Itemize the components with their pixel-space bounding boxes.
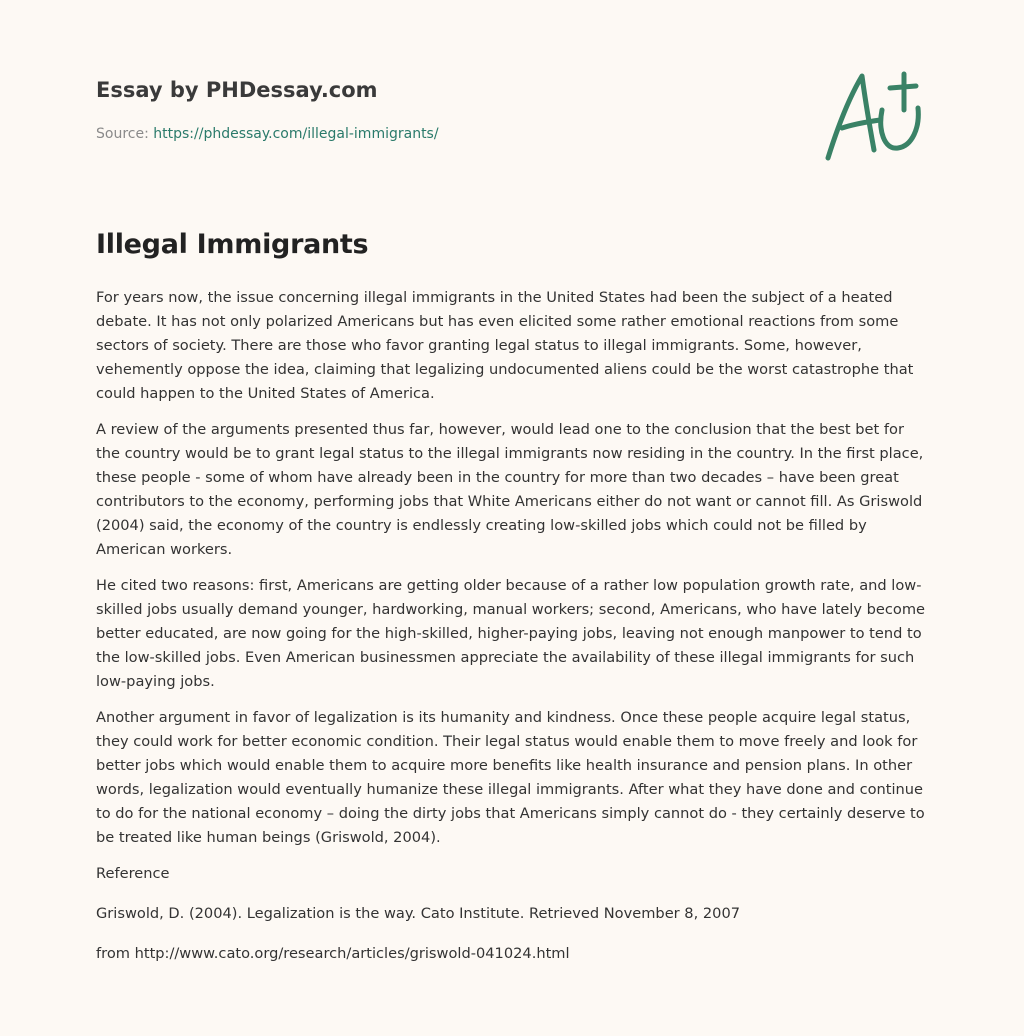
essay-paragraph: Another argument in favor of legalization is its humanity and kindness. Once these people acquire legal status, they could work for better economic condition. Their legal status would enable them to move freely and look for better jobs which would enable them to acquire more benefits like health insurance and pension plans. In other words, legalization would eventually humanize these illegal immigrants. After what they have done and continue to do for the national economy – doing the dirty jobs that Americans simply cannot do - they certainly deserve to be treated like human beings (Griswold, 2004). bbox=[96, 709, 925, 846]
essay-paragraph: For years now, the issue concerning illegal immigrants in the United States had been the subject of a heated debate. It has not only polarized Americans but has even elicited some rather emotional reactions from some sectors of society. There are those who favor granting legal status to illegal immigrants. Some, however, vehemently oppose the idea, claiming that legalizing undocumented aliens could be the worst catastrophe that could happen to the United States of America. bbox=[96, 289, 914, 402]
reference-entry: Griswold, D. (2004). Legalization is the way. Cato Institute. Retrieved November 8, 2007 bbox=[96, 905, 741, 922]
source-link[interactable]: https://phdessay.com/illegal-immigrants/ bbox=[153, 126, 439, 142]
essay-paragraph: He cited two reasons: first, Americans are getting older because of a rather low population growth rate, and low-skilled jobs usually demand younger, hardworking, manual workers; second, Americans, who have lately become better educated, are now going for the high-skilled, higher-paying jobs, leaving not enough manpower to tend to the low-skilled jobs. Even American businessmen appreciate the availability of these illegal immigrants for such low-paying jobs. bbox=[96, 577, 926, 690]
page-header bbox=[96, 76, 796, 144]
source-label: Source: bbox=[96, 126, 154, 142]
essay-paragraph: A review of the arguments presented thus far, however, would lead one to the conclusion that the best bet for the country would be to grant legal status to the illegal immigrants now residing in the country. In the first place, these people - some of whom have already been in the country for more than two decades – have been great contributors to the economy, performing jobs that White Americans either do not want or cannot fill. As Griswold (2004) said, the economy of the country is endlessly creating low-skilled jobs which could not be filled by American workers. bbox=[96, 421, 924, 558]
a-plus-grade-icon bbox=[820, 66, 930, 166]
source-line bbox=[96, 124, 796, 144]
reference-entry-url: from http://www.cato.org/research/articles/griswold-041024.html bbox=[96, 945, 570, 962]
essay-title: Illegal Immigrants bbox=[96, 229, 369, 260]
brand-title: Essay by PHDessay.com bbox=[96, 78, 378, 102]
essay-content bbox=[96, 226, 932, 982]
reference-heading: Reference bbox=[96, 865, 170, 882]
